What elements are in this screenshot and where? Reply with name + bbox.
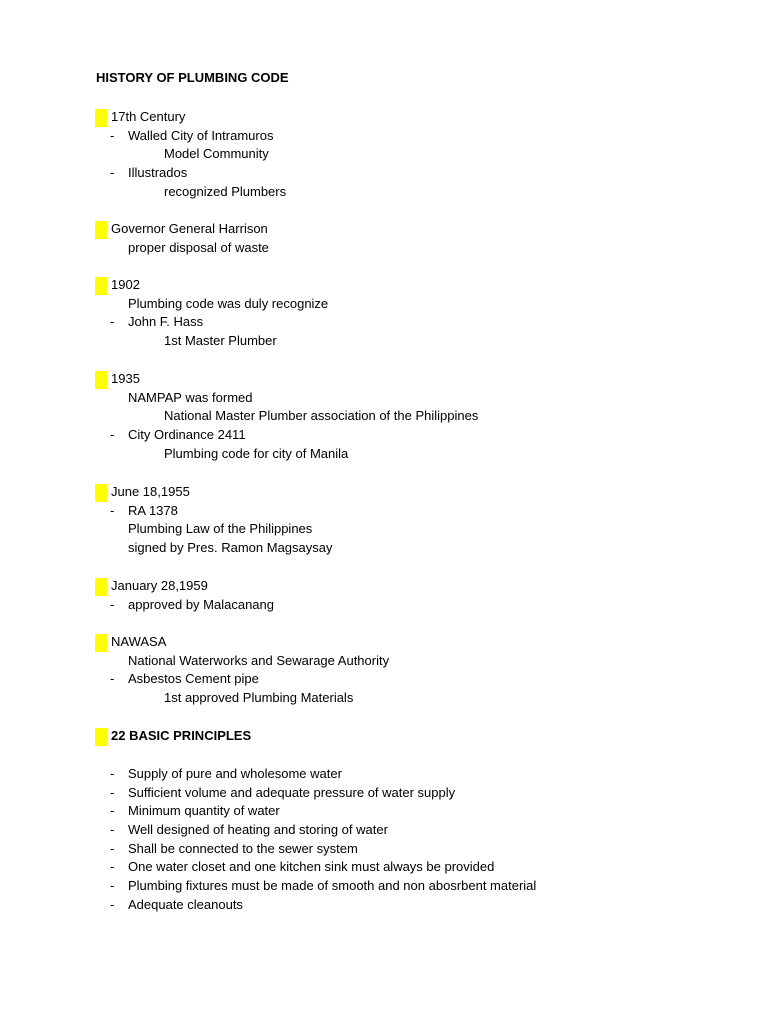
- sub-item: [0, 539, 768, 558]
- bullet-dash: -: [110, 840, 115, 856]
- sub-item-text: Model Community: [164, 146, 269, 162]
- section: [0, 220, 768, 257]
- bullet-dash: -: [110, 784, 115, 800]
- section-heading: [0, 108, 768, 127]
- section-heading: [0, 633, 768, 652]
- principle-item: [0, 877, 768, 896]
- principle-item-text: Well designed of heating and storing of water: [128, 822, 388, 838]
- principle-item-text: Supply of pure and wholesome water: [128, 766, 342, 781]
- sub-item-text: proper disposal of waste: [128, 239, 269, 255]
- bullet-dash: -: [110, 314, 115, 330]
- section-heading-text: January 28,1959: [111, 578, 208, 593]
- bullet-item: [0, 502, 768, 521]
- principle-item-text: One water closet and one kitchen sink must always be provided: [128, 859, 495, 875]
- principle-item: [0, 840, 768, 859]
- section-heading: [0, 276, 768, 295]
- bullet-dash: -: [110, 878, 115, 894]
- sub-item: [0, 520, 768, 539]
- principle-item: [0, 858, 768, 877]
- section: [0, 370, 768, 463]
- principle-item-text: Shall be connected to the sewer system: [128, 840, 358, 856]
- sub-item: [0, 239, 768, 258]
- principle-item-text: Adequate cleanouts: [128, 896, 243, 912]
- bullet-item: [0, 426, 768, 445]
- bullet-dash: -: [110, 671, 115, 687]
- bullet-item-text: City Ordinance 2411: [128, 427, 246, 443]
- bullet-dash: -: [110, 859, 115, 875]
- section-heading-text: 17th Century: [111, 109, 186, 124]
- section-heading-text: Governor General Harrison: [111, 221, 268, 236]
- bullet-item-text: RA 1378: [128, 502, 178, 518]
- bullet-item: [0, 670, 768, 689]
- section-heading-text: NAWASA: [111, 634, 167, 649]
- principle-item-text: Minimum quantity of water: [128, 803, 280, 819]
- section: [0, 276, 768, 351]
- bullet-dash: -: [110, 502, 115, 518]
- principle-item-text: Plumbing fixtures must be made of smooth and non abosrbent material: [128, 878, 537, 894]
- page-title: HISTORY OF PLUMBING CODE: [96, 70, 289, 85]
- section-heading-text: 1935: [111, 371, 140, 386]
- section: [0, 577, 768, 614]
- bullet-item-text: Illustrados: [128, 165, 188, 181]
- section: [0, 727, 768, 746]
- principle-item-text: Sufficient volume and adequate pressure of water supply: [128, 784, 456, 800]
- bullet-dash: -: [110, 766, 115, 781]
- section-heading: [0, 220, 768, 239]
- section: [0, 483, 768, 558]
- bullet-dash: -: [110, 596, 115, 612]
- sub-item-text: 1st Master Plumber: [164, 333, 277, 349]
- principle-item: [0, 765, 768, 784]
- section-heading: [0, 727, 768, 746]
- sub-item: [0, 332, 768, 351]
- section-heading-text: 1902: [111, 277, 140, 292]
- section: [0, 633, 768, 708]
- sub-item-text: Plumbing code for city of Manila: [164, 445, 349, 461]
- section-heading-text: June 18,1955: [111, 484, 190, 499]
- bullet-item-text: Walled City of Intramuros: [128, 127, 274, 143]
- sub-item: [0, 652, 768, 671]
- principle-item: [0, 896, 768, 915]
- sub-item-text: NAMPAP was formed: [128, 389, 253, 405]
- sub-item: [0, 145, 768, 164]
- sub-item: [0, 407, 768, 426]
- bullet-item: [0, 313, 768, 332]
- bullet-dash: -: [110, 165, 115, 181]
- sub-item: [0, 295, 768, 314]
- bullet-item-text: Asbestos Cement pipe: [128, 671, 259, 687]
- sub-item-text: National Master Plumber association of the Philippines: [164, 408, 479, 424]
- principle-item: [0, 821, 768, 840]
- sub-item-text: recognized Plumbers: [164, 183, 287, 199]
- bullet-item: [0, 164, 768, 183]
- principle-item: [0, 784, 768, 803]
- bullet-item: [0, 127, 768, 146]
- section-heading: [0, 577, 768, 596]
- section: [0, 108, 768, 201]
- bullet-item: [0, 596, 768, 615]
- sub-item-text: 1st approved Plumbing Materials: [164, 690, 354, 706]
- sub-item-text: Plumbing Law of the Philippines: [128, 521, 313, 537]
- bullet-dash: -: [110, 896, 115, 912]
- bullet-dash: -: [110, 427, 115, 443]
- sub-item: [0, 445, 768, 464]
- principle-item: [0, 802, 768, 821]
- bullet-dash: -: [110, 822, 115, 838]
- sub-item: [0, 183, 768, 202]
- section-heading: [0, 483, 768, 502]
- bullet-item-text: John F. Hass: [128, 314, 204, 330]
- sub-item-text: National Waterworks and Sewarage Authority: [128, 652, 390, 668]
- principles-block: [0, 765, 768, 915]
- bullet-item-text: approved by Malacanang: [128, 596, 274, 612]
- sub-item: [0, 389, 768, 408]
- section-heading: [0, 370, 768, 389]
- bullet-dash: -: [110, 127, 115, 143]
- sub-item-text: signed by Pres. Ramon Magsaysay: [128, 540, 333, 556]
- sub-item-text: Plumbing code was duly recognize: [128, 295, 329, 311]
- sub-item: [0, 689, 768, 708]
- bullet-dash: -: [110, 803, 115, 819]
- section-heading-text: 22 BASIC PRINCIPLES: [111, 728, 252, 743]
